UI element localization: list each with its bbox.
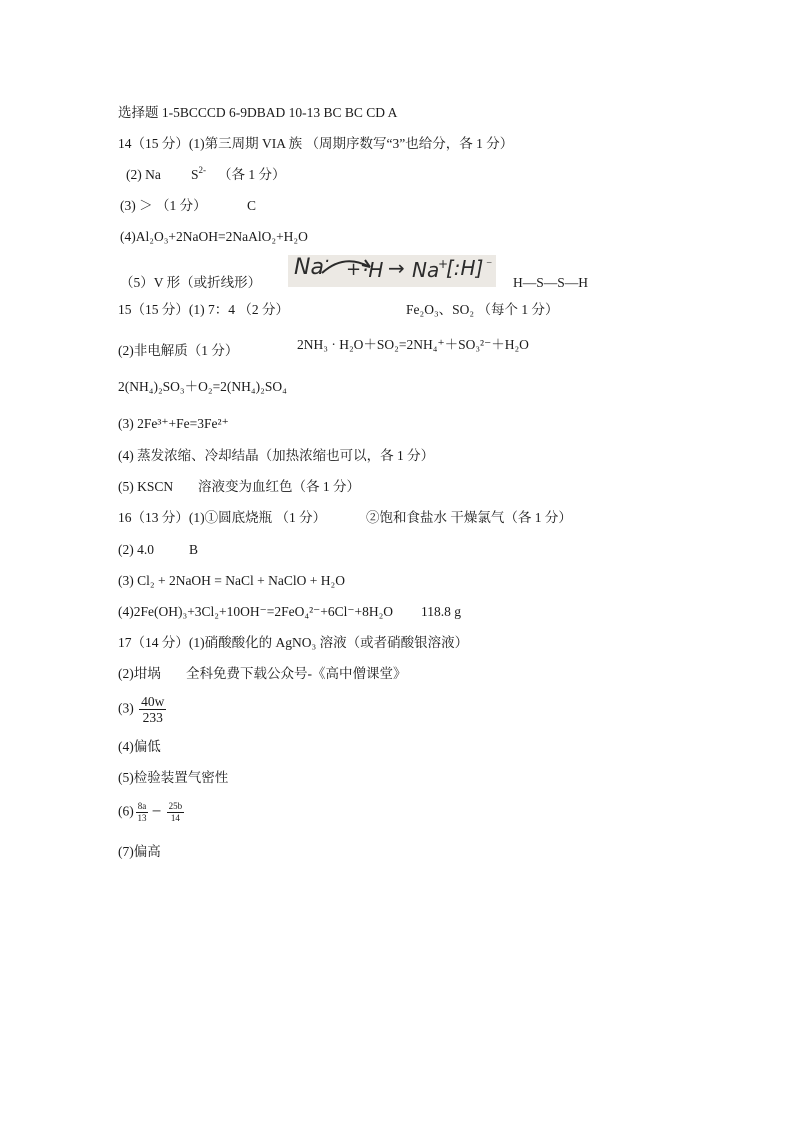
q15-part5-reagent: (5) KSCN <box>118 479 174 494</box>
q16-part2: (2) 4.0 <box>118 542 154 557</box>
q17-part5: (5)检验装置气密性 <box>118 770 229 785</box>
q16-part2-choice: B <box>189 542 199 557</box>
q14-part2-sulfide: $S^{2-}$ <box>191 165 207 182</box>
q17-part2: (2)坩埚 <box>118 666 161 681</box>
h2s2-structural-formula: H—S—S—H <box>513 275 589 290</box>
q15-part5-phenomenon: 溶液变为血红色（各 1 分） <box>198 479 360 494</box>
q14-part1: 14（15 分）(1)第三周期 VIA 族 （周期序数写“3”也给分，各 1 分） <box>118 136 514 151</box>
q16-part4-mass: 118.8 g <box>421 604 461 619</box>
q17-part6: (6) $\frac{8a}{13}$ − $\frac{25b}{14}$ <box>118 801 183 823</box>
q14-part5: （5）V 形（或折线形） <box>120 275 262 290</box>
q17-part4: (4)偏低 <box>118 739 161 754</box>
q15-part1-products: Fe₂O₃、SO₂ （每个 1 分） <box>406 302 559 317</box>
q15-part1: 15（15 分）(1) 7：4 （2 分） <box>118 302 289 317</box>
q15-part4: (4) 蒸发浓缩、冷却结晶（加热浓缩也可以，各 1 分） <box>118 448 435 463</box>
q15-equation-1: 2NH₃ · H₂O＋SO₂=2NH₄⁺＋SO₃²⁻＋H₂O <box>297 337 529 352</box>
watermark-notice: 全科免费下载公众号-《高中僧课堂》 <box>186 666 407 681</box>
q17-part1: 17（14 分）(1)硝酸酸化的 AgNO₃ 溶液（或者硝酸银溶液） <box>118 635 469 650</box>
fraction: $\frac{8a}{13}$ <box>137 801 147 823</box>
q16-part1-reagents: ②饱和食盐水 干燥氯气（各 1 分） <box>366 510 572 525</box>
q16-part1: 16（13 分）(1)①圆底烧瓶 （1 分） <box>118 510 327 525</box>
q14-part4: (4)Al₂O₃+2NaOH=2NaAlO₂+H₂O <box>120 229 308 244</box>
q15-part2: (2)非电解质（1 分） <box>118 343 239 358</box>
handwritten-electron-formula-image: Na · + ·H → Na + [:H] ⁻ <box>288 255 496 287</box>
fraction: $\frac{40w}{233}$ <box>141 694 165 725</box>
q15-equation-2: 2(NH₄)₂SO₃＋O₂=2(NH₄)₂SO₄ <box>118 379 287 394</box>
fraction: $\frac{25b}{14}$ <box>168 801 183 823</box>
q14-part2-na: (2) Na <box>126 167 161 182</box>
q17-part7: (7)偏高 <box>118 844 161 859</box>
mcq-answers: 选择题 1-5BCCCD 6-9DBAD 10-13 BC BC CD A <box>118 105 398 120</box>
q14-part3: (3) ＞ （1 分） <box>120 198 207 213</box>
q16-part3: (3) Cl₂ + 2NaOH = NaCl + NaClO + H₂O <box>118 573 345 588</box>
q15-part3: (3) 2Fe³⁺+Fe=3Fe²⁺ <box>118 416 229 431</box>
q14-part3-choice: C <box>247 198 257 213</box>
q14-part2-score: （各 1 分） <box>218 167 286 182</box>
q16-part4: (4)2Fe(OH)₃+3Cl₂+10OH⁻=2FeO₄²⁻+6Cl⁻+8H₂O <box>118 604 394 619</box>
q17-part3: (3) $\frac{40w}{233}$ <box>118 694 165 725</box>
